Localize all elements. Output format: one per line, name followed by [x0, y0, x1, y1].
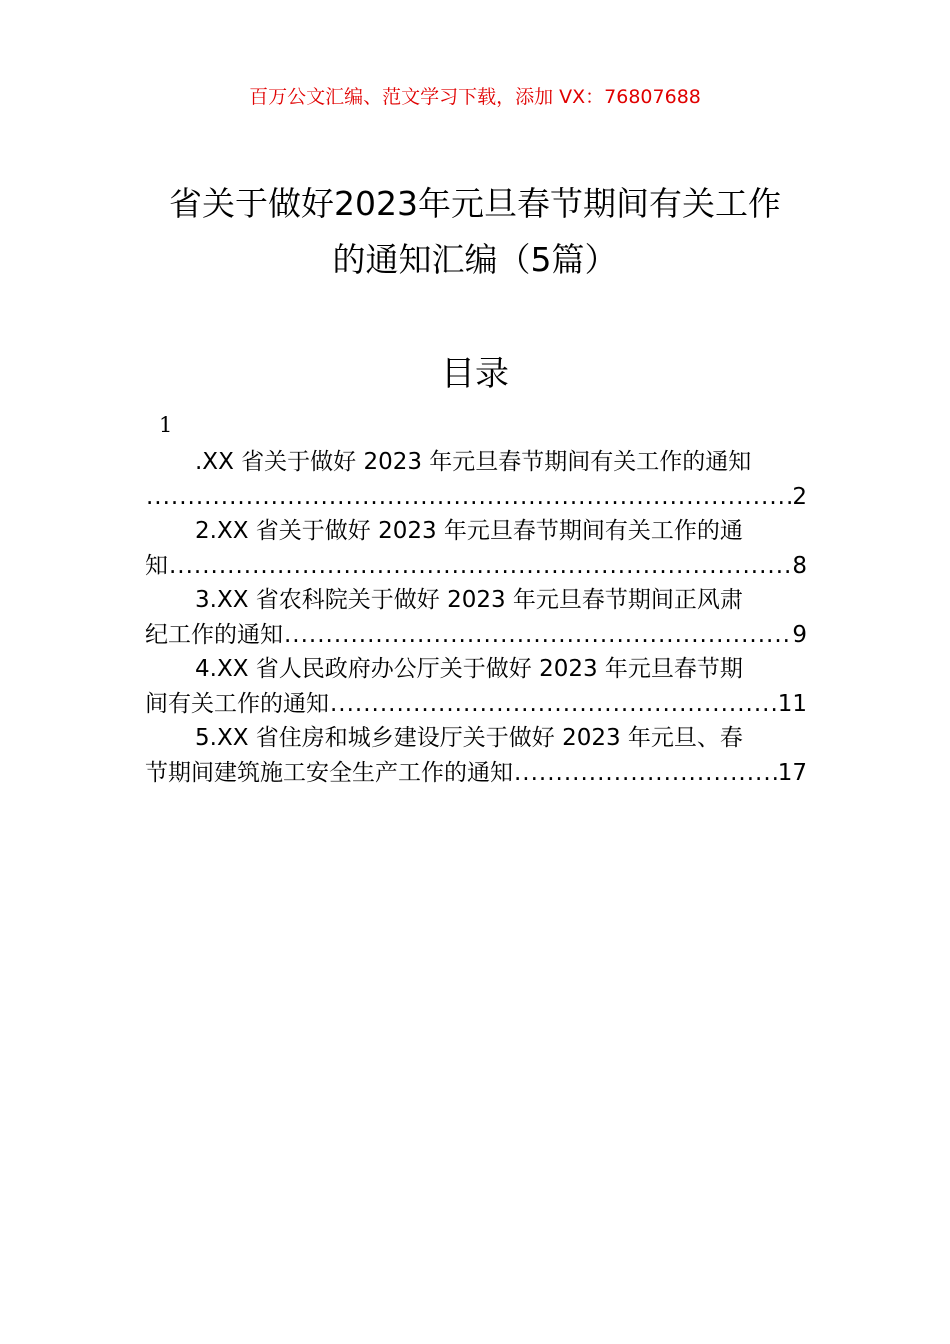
- table-of-contents: [145, 445, 807, 790]
- toc-entry-2-text: 2.XX 省关于做好 2023 年元旦春节期间有关工作的通: [195, 518, 743, 544]
- toc-entry-4-text: 4.XX 省人民政府办公厅关于做好 2023 年元旦春节期: [195, 656, 743, 682]
- document-title-line-2: 的通知汇编（5篇）: [332, 240, 618, 279]
- toc-leader: [169, 549, 791, 584]
- toc-entry-2-text-cont: 知: [145, 552, 168, 579]
- toc-entry-4-text-cont: 间有关工作的通知: [145, 690, 329, 717]
- toc-entry-2-leader-line[interactable]: [145, 549, 807, 584]
- toc-entry-4-page: 11: [777, 690, 807, 717]
- toc-entry-3-page: 9: [792, 621, 807, 648]
- toc-entry-4-leader-line[interactable]: [145, 687, 807, 722]
- toc-leader: [146, 480, 791, 515]
- toc-entry-3-text: 3.XX 省农科院关于做好 2023 年元旦春节期间正风肃: [195, 587, 743, 613]
- toc-heading: 目录: [441, 354, 509, 394]
- toc-entry-5-text: 5.XX 省住房和城乡建设厅关于做好 2023 年元旦、春: [195, 725, 743, 751]
- toc-entry-1-title[interactable]: [145, 445, 807, 480]
- toc-entry-5-title[interactable]: [145, 721, 807, 756]
- document-title-line-1: 省关于做好2023年元旦春节期间有关工作: [169, 184, 781, 223]
- toc-entry-5-page: 17: [777, 759, 807, 786]
- toc-entry-3-title[interactable]: [145, 583, 807, 618]
- toc-entry-3-text-cont: 纪工作的通知: [145, 621, 283, 648]
- toc-entry-3-leader-line[interactable]: [145, 618, 807, 653]
- toc-entry-1-leader-line[interactable]: [145, 480, 807, 515]
- toc-entry-1-page: 2: [792, 483, 807, 510]
- toc-leader: [330, 687, 777, 722]
- toc-entry-5-text-cont: 节期间建筑施工安全生产工作的通知: [145, 759, 513, 786]
- toc-leader: [514, 756, 777, 791]
- toc-entry-1-text: .XX 省关于做好 2023 年元旦春节期间有关工作的通知: [195, 449, 752, 475]
- document-title: [120, 176, 830, 288]
- toc-leader: [284, 618, 791, 653]
- toc-entry-2-title[interactable]: [145, 514, 807, 549]
- toc-entry-4-title[interactable]: [145, 652, 807, 687]
- toc-entry-1-number: 1: [159, 413, 173, 437]
- toc-entry-2-page: 8: [792, 552, 807, 579]
- toc-entry-5-leader-line[interactable]: [145, 756, 807, 791]
- header-banner: 百万公文汇编、范文学习下载，添加 VX：76807688: [249, 86, 701, 108]
